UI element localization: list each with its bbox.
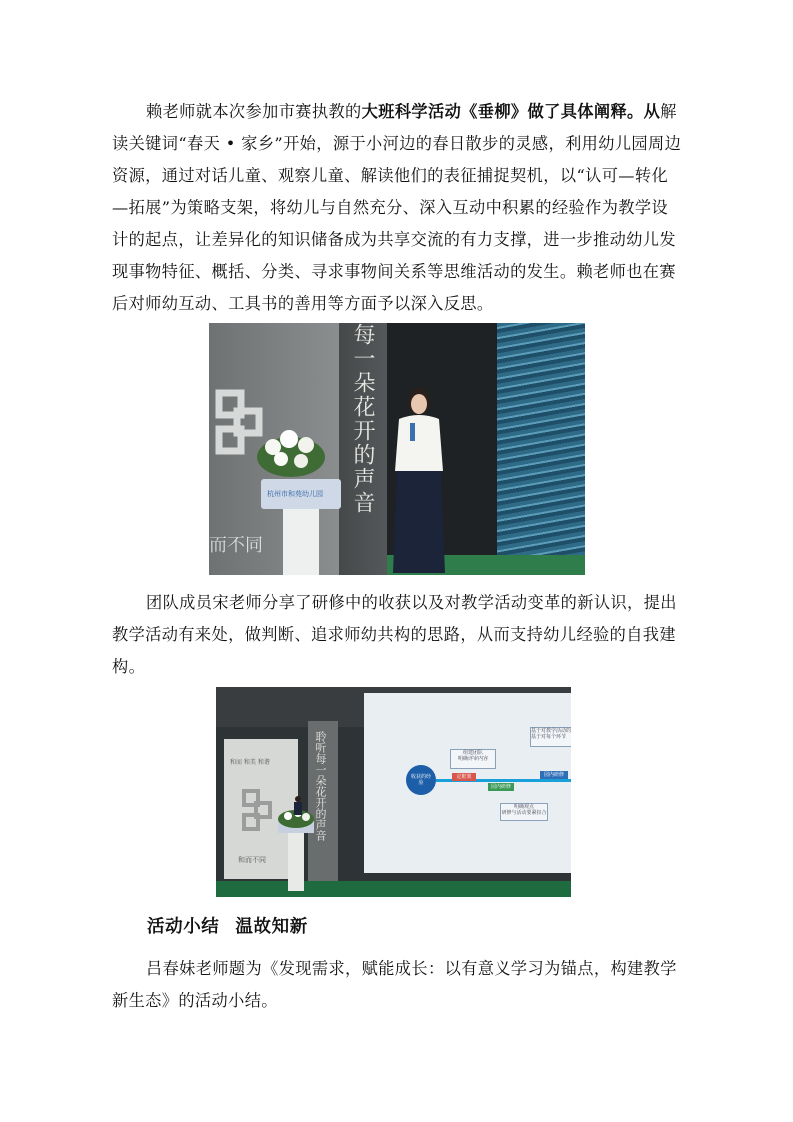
paragraph-teacher-lai — [112, 96, 684, 320]
paragraph-rest: 解读关键词“春天 • 家乡”开始，源于小河边的春日散步的灵感，利用幼儿园周边资源，通过对话儿童、观察儿童、解读他们的表征捕捉契机，以“认可—转化—拓展”为策略支架，将幼儿与自然充分、深入互动中积累的经验作为教学设计的起点，让差异化的知识储备成为共享交流的有力支撑，进一步推动幼儿发现事物特征、概括、分类、寻求事物间关系等思维活动的发生。赖老师也在赛后对师幼互动、工具书的善用等方面予以深入反思。 — [112, 102, 682, 313]
podium-sign: 杭州市和苑幼儿园 — [267, 490, 323, 498]
photo2-stage-floor — [216, 881, 571, 897]
screen-tag-red: 定框架 — [452, 773, 476, 781]
photo-presentation — [216, 687, 571, 897]
speaker-figure-2 — [292, 795, 304, 815]
section-heading — [147, 913, 308, 938]
speaker-figure — [389, 387, 449, 575]
heading-part2: 温故知新 — [235, 917, 308, 937]
screen-box-bottom: 明确观点 研修与活动要紧扣合 — [500, 803, 548, 821]
screen-circle-label: 收获的经验 — [410, 774, 431, 786]
screen-box-top: 组建团队 明确评审内容 — [450, 749, 496, 769]
heading-part1: 活动小结 — [147, 917, 220, 937]
paragraph-bold-activity: 大班科学活动《垂柳》做了具体阐释。从 — [361, 102, 661, 121]
photo-water-screen — [497, 323, 585, 555]
knot-logo-2 — [238, 785, 278, 835]
photo2-panel-top-text: 和而 和美 和谐 — [230, 759, 270, 766]
flower-bouquet — [251, 417, 331, 481]
podium — [261, 471, 341, 575]
photo-wall-text: 而不同 — [209, 535, 263, 556]
projection-screen — [364, 693, 571, 873]
photo-banner-text: 每一朵花开的声音 — [350, 323, 375, 515]
paragraph-teacher-song: 团队成员宋老师分享了研修中的收获以及对教学活动变革的新认识，提出教学活动有来处，做判断、追求师幼共构的思路，从而支持幼儿经验的自我建构。 — [112, 593, 677, 676]
screen-tag-green: 园内研修 — [488, 783, 514, 791]
paragraph-lead: 赖老师就本次参加市赛执教的 — [146, 102, 362, 121]
photo-teacher-speaking — [209, 323, 585, 575]
screen-box-right-top: 基于对教学活动的 基于对每个环节 — [530, 727, 571, 747]
screen-tag-blue: 园内研修 — [540, 771, 568, 779]
photo2-banner-text: 聆听每一朵花开的声音 — [314, 731, 327, 841]
photo2-panel-bottom-text: 和而不同 — [238, 856, 266, 864]
paragraph-teacher-lv: 吕春妹老师题为《发现需求，赋能成长：以有意义学习为锚点，构建教学新生态》的活动小结。 — [112, 959, 677, 1010]
